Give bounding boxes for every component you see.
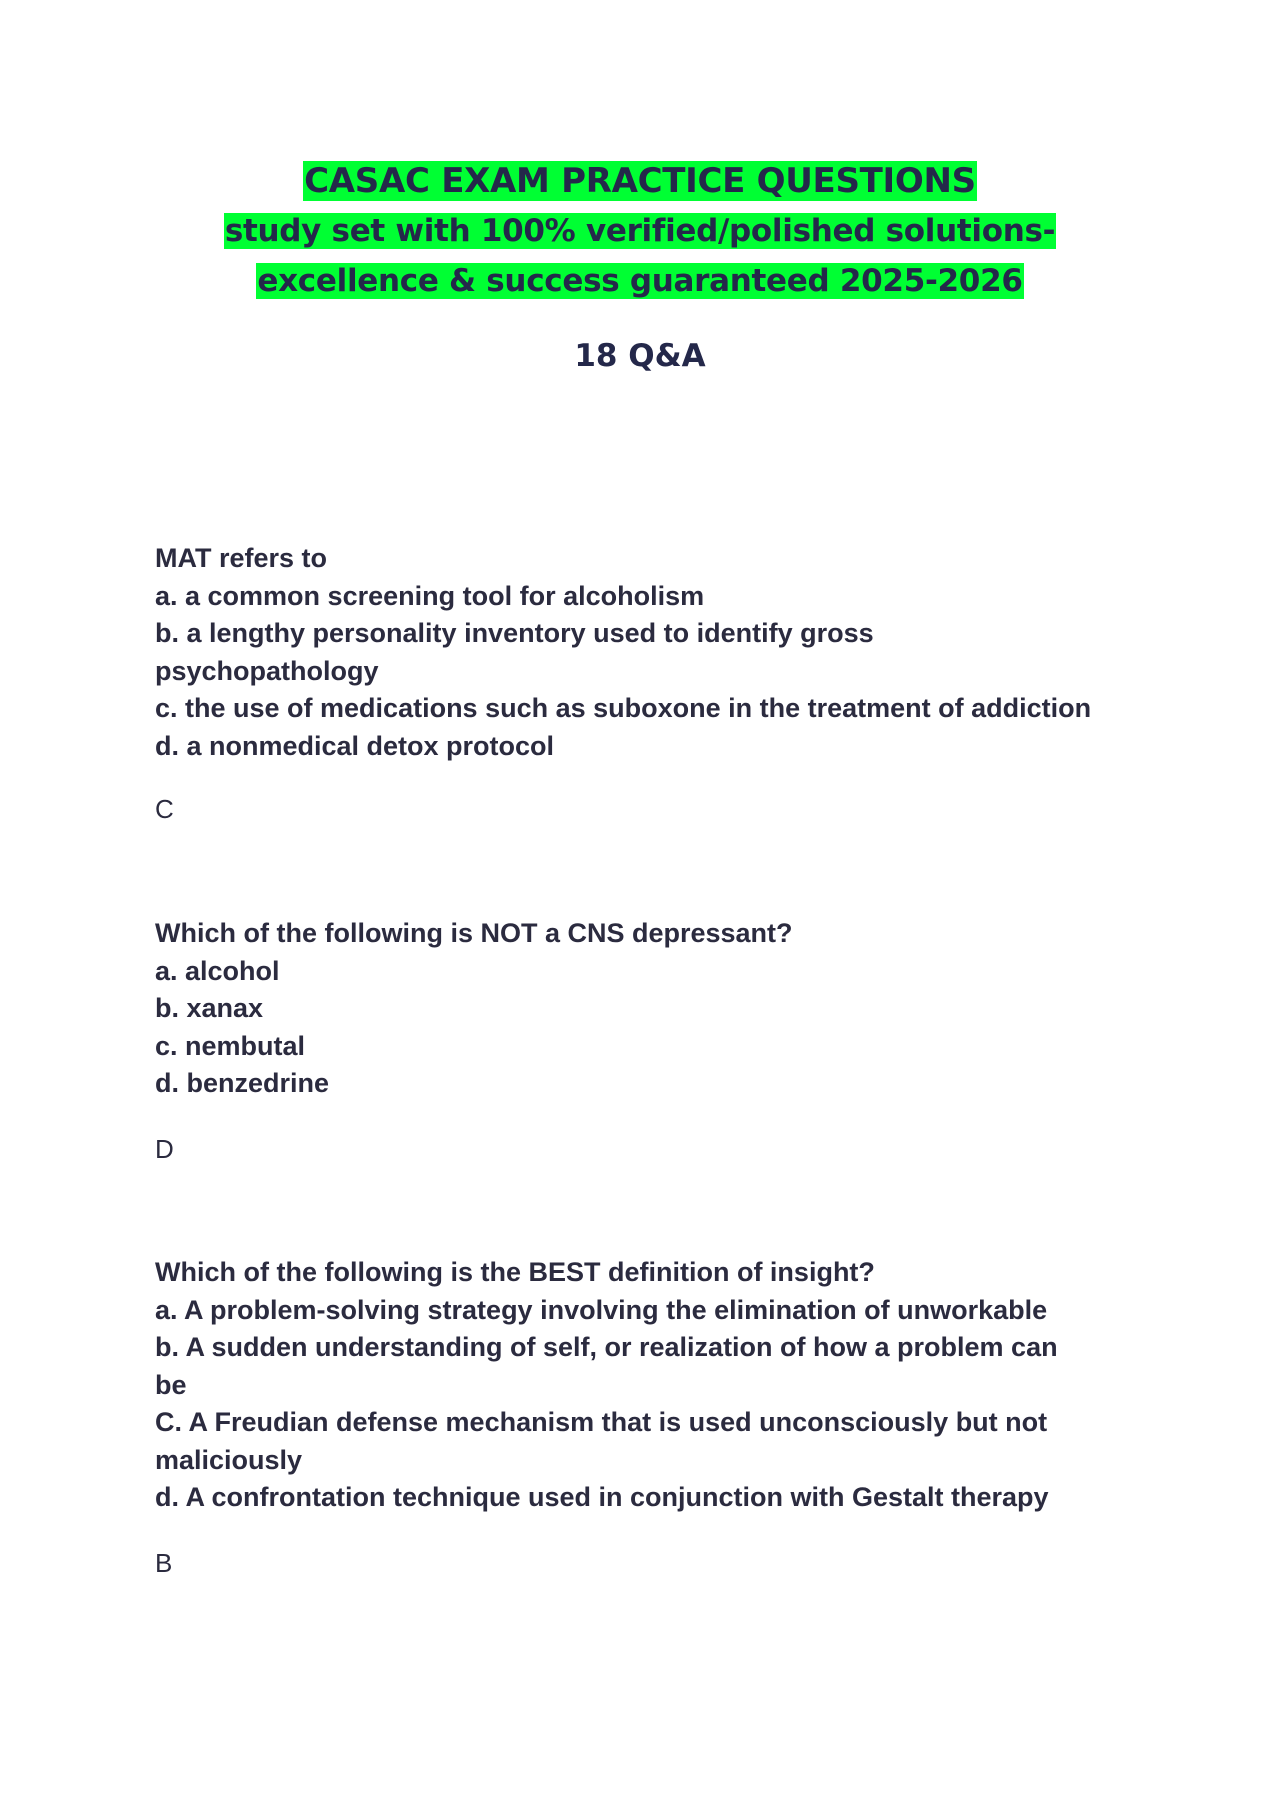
option-b-continued: psychopathology — [155, 655, 379, 686]
question-text: MAT refers to — [155, 543, 328, 573]
title-highlight: CASAC EXAM PRACTICE QUESTIONS — [304, 161, 976, 201]
option-a: a. alcohol — [155, 955, 280, 986]
option-b: b. a lengthy personality inventory used to identify gross — [155, 618, 874, 648]
question-text: Which of the following is NOT a CNS depressant? — [155, 918, 793, 948]
title-highlight: excellence & success guaranteed 2025-2026 — [257, 263, 1023, 299]
question-block-3 — [155, 1254, 1155, 1517]
document-title — [0, 156, 1280, 206]
answer-2: D — [155, 1134, 174, 1164]
option-a: a. a common screening tool for alcoholism — [155, 580, 705, 611]
option-d: d. a nonmedical detox protocol — [155, 730, 555, 761]
option-b: b. A sudden understanding of self, or realization of how a problem can — [155, 1332, 1058, 1362]
option-c-continued: maliciously — [155, 1444, 303, 1475]
option-d: d. A confrontation technique used in conjunction with Gestalt therapy — [155, 1482, 1049, 1512]
title-highlight: study set with 100% verified/polished solutions- — [224, 213, 1056, 249]
option-b-continued: be — [155, 1369, 187, 1400]
document-title-block — [0, 156, 1280, 306]
answer-3: B — [155, 1548, 173, 1578]
option-c: c. the use of medications such as suboxone in the treatment of addiction — [155, 693, 1092, 723]
question-count-subtitle: 18 Q&A — [574, 338, 706, 374]
question-text: Which of the following is the BEST definition of insight? — [155, 1257, 875, 1287]
option-c: c. nembutal — [155, 1030, 306, 1061]
option-d: d. benzedrine — [155, 1068, 330, 1098]
answer-1: C — [155, 794, 174, 824]
document-title-line-2 — [0, 206, 1280, 256]
document-title-line-3 — [0, 256, 1280, 306]
option-a: a. A problem-solving strategy involving the elimination of unworkable — [155, 1294, 1048, 1325]
question-block-2 — [155, 915, 1155, 1103]
question-block-1 — [155, 540, 1155, 765]
option-c: C. A Freudian defense mechanism that is used unconsciously but not — [155, 1407, 1048, 1437]
option-b: b. xanax — [155, 993, 264, 1023]
